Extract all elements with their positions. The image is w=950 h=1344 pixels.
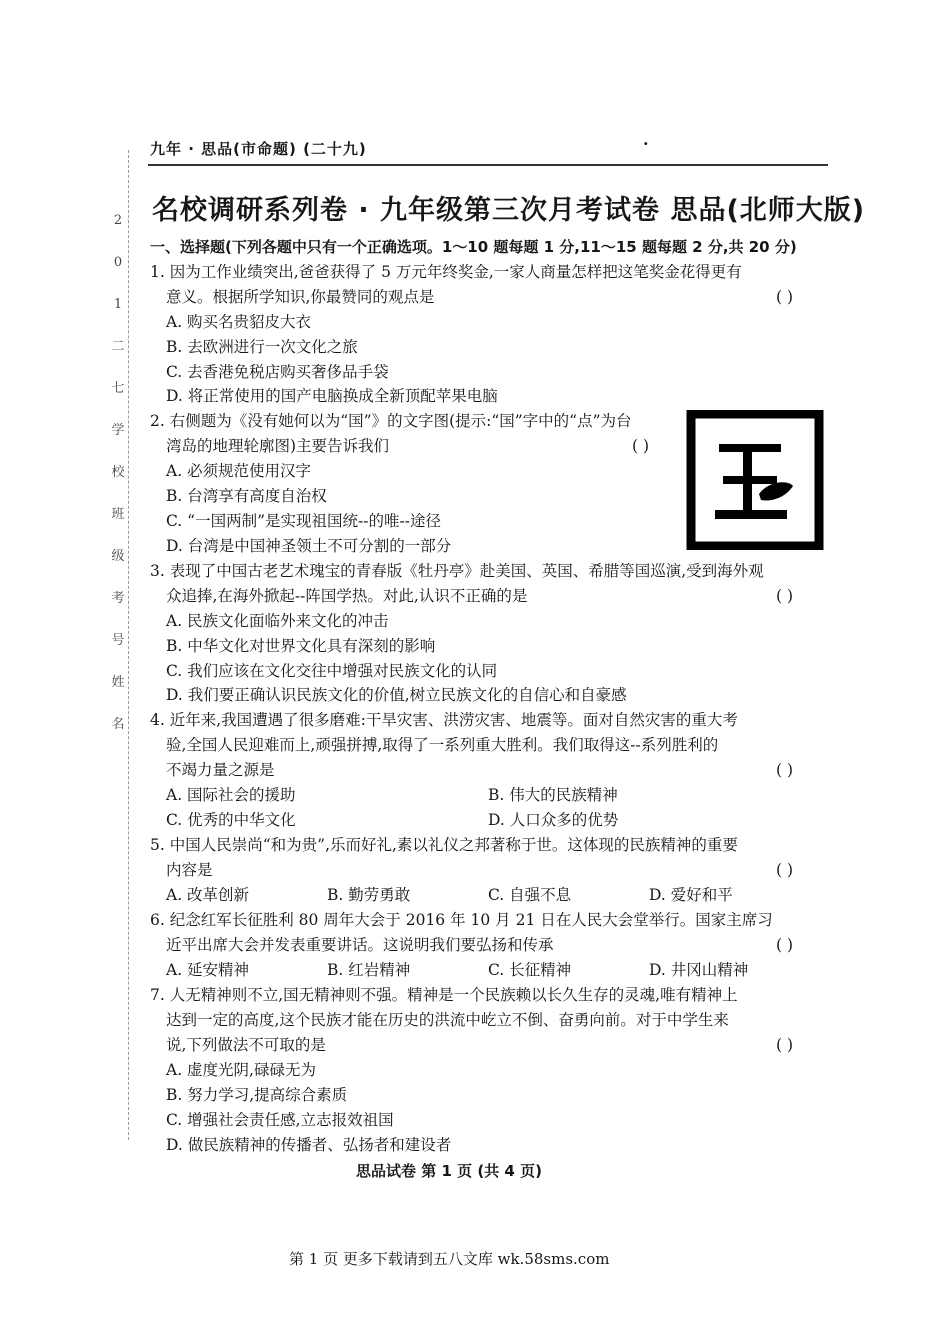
q2-option-a: A. 必须规范使用汉字 — [166, 462, 312, 480]
q3-option-c: C. 我们应该在文化交往中增强对民族文化的认同 — [166, 662, 498, 680]
q5-stem-line1: 5. 中国人民崇尚“和为贵”,乐而好礼,素以礼仪之邦著称于世。这体现的民族精神的重要 — [150, 836, 738, 854]
q3-answer-paren: ( ) — [776, 587, 794, 605]
q2-answer-paren: ( ) — [632, 437, 650, 455]
q3-option-b: B. 中华文化对世界文化具有深刻的影响 — [166, 637, 436, 655]
paper-header: 九年 · 思品(市命题) (二十九) — [150, 140, 367, 158]
q4-option-b: B. 伟大的民族精神 — [488, 786, 618, 804]
q6-stem-line2: 近平出席大会并发表重要讲话。这说明我们要弘扬和传承 — [166, 936, 554, 954]
q1-option-b: B. 去欧洲进行一次文化之旅 — [166, 338, 358, 356]
header-rule — [148, 164, 828, 166]
q3-option-a: A. 民族文化面临外来文化的冲击 — [166, 612, 389, 630]
q5-option-c: C. 自强不息 — [488, 886, 572, 904]
q2-option-b: B. 台湾享有高度自治权 — [166, 487, 327, 505]
q7-stem-line2: 达到一定的高度,这个民族才能在历史的洪流中屹立不倒、奋勇向前。对于中学生来 — [166, 1011, 729, 1029]
q7-option-d: D. 做民族精神的传播者、弘扬者和建设者 — [166, 1136, 452, 1154]
q2-stem-line1: 2. 右侧题为《没有她何以为“国”》的文字图(提示:“国”字中的“点”为台 — [150, 412, 632, 430]
q3-stem-line2: 众追捧,在海外掀起--阵国学热。对此,认识不正确的是 — [166, 587, 528, 605]
q6-stem-line1: 6. 纪念红军长征胜利 80 周年大会于 2016 年 10 月 21 日在人民大会堂举行。国家主席习 — [150, 911, 773, 929]
q7-option-c: C. 增强社会责任感,立志报效祖国 — [166, 1111, 394, 1129]
q4-stem-line2: 验,全国人民迎难而上,顽强拼搏,取得了一系列重大胜利。我们取得这--系列胜利的 — [166, 736, 719, 754]
q6-option-c: C. 长征精神 — [488, 961, 572, 979]
q6-option-b: B. 红岩精神 — [327, 961, 411, 979]
q6-answer-paren: ( ) — [776, 936, 794, 954]
q1-stem-line2: 意义。根据所学知识,你最赞同的观点是 — [166, 288, 435, 306]
q1-answer-paren: ( ) — [776, 288, 794, 306]
q7-stem-line3: 说,下列做法不可取的是 — [166, 1036, 326, 1054]
page-footer: 思品试卷 第 1 页 (共 4 页) — [356, 1162, 542, 1180]
q5-option-d: D. 爱好和平 — [649, 886, 733, 904]
q1-option-d: D. 将正常使用的国产电脑换成全新顶配苹果电脑 — [166, 387, 498, 405]
q3-stem-line1: 3. 表现了中国古老艺术瑰宝的青春版《牡丹亭》赴美国、英国、希腊等国巡演,受到海外观 — [150, 562, 764, 580]
q6-option-d: D. 井冈山精神 — [649, 961, 749, 979]
q4-stem-line1: 4. 近年来,我国遭遇了很多磨难:干旱灾害、洪涝灾害、地震等。面对自然灾害的重大考 — [150, 711, 738, 729]
q5-option-a: A. 改革创新 — [166, 886, 250, 904]
q1-option-c: C. 去香港免税店购买奢侈品手袋 — [166, 363, 389, 381]
q7-stem-line1: 7. 人无精神则不立,国无精神则不强。精神是一个民族赖以长久生存的灵魂,唯有精神上 — [150, 986, 738, 1004]
q4-option-c: C. 优秀的中华文化 — [166, 811, 296, 829]
guo-character-figure — [685, 410, 825, 550]
q5-answer-paren: ( ) — [776, 861, 794, 879]
binding-line — [128, 150, 129, 1140]
q3-option-d: D. 我们要正确认识民族文化的价值,树立民族文化的自信心和自豪感 — [166, 686, 627, 704]
binding-margin-text: 2 0 1 二 七 学 校 班 级 考 号 姓 名 — [111, 213, 125, 732]
download-footer: 第 1 页 更多下载请到五八文库 wk.58sms.com — [289, 1250, 610, 1268]
q5-stem-line2: 内容是 — [166, 861, 213, 879]
q5-option-b: B. 勤劳勇敢 — [327, 886, 411, 904]
q4-answer-paren: ( ) — [776, 761, 794, 779]
q1-option-a: A. 购买名贵貂皮大衣 — [166, 313, 312, 331]
header-mark: · — [643, 134, 649, 153]
q4-option-a: A. 国际社会的援助 — [166, 786, 296, 804]
q4-option-d: D. 人口众多的优势 — [488, 811, 619, 829]
section-heading: 一、选择题(下列各题中只有一个正确选项。1～10 题每题 1 分,11～15 题每题 2 分,共 20 分) — [150, 238, 797, 256]
q7-option-a: A. 虚度光阴,碌碌无为 — [166, 1061, 316, 1079]
q7-option-b: B. 努力学习,提高综合素质 — [166, 1086, 348, 1104]
q2-stem-line2: 湾岛的地理轮廓图)主要告诉我们 — [166, 437, 390, 455]
q1-stem-line1: 1. 因为工作业绩突出,爸爸获得了 5 万元年终奖金,一家人商量怎样把这笔奖金花得更有 — [150, 263, 742, 281]
taiwan-island-icon — [759, 482, 793, 500]
q6-option-a: A. 延安精神 — [166, 961, 250, 979]
paper-title: 名校调研系列卷 · 九年级第三次月考试卷 思品(北师大版) — [152, 195, 866, 226]
q2-option-c: C. “一国两制”是实现祖国统--的唯--途径 — [166, 512, 441, 530]
q7-answer-paren: ( ) — [776, 1036, 794, 1054]
q2-option-d: D. 台湾是中国神圣领土不可分割的一部分 — [166, 537, 452, 555]
q4-stem-line3: 不竭力量之源是 — [166, 761, 275, 779]
